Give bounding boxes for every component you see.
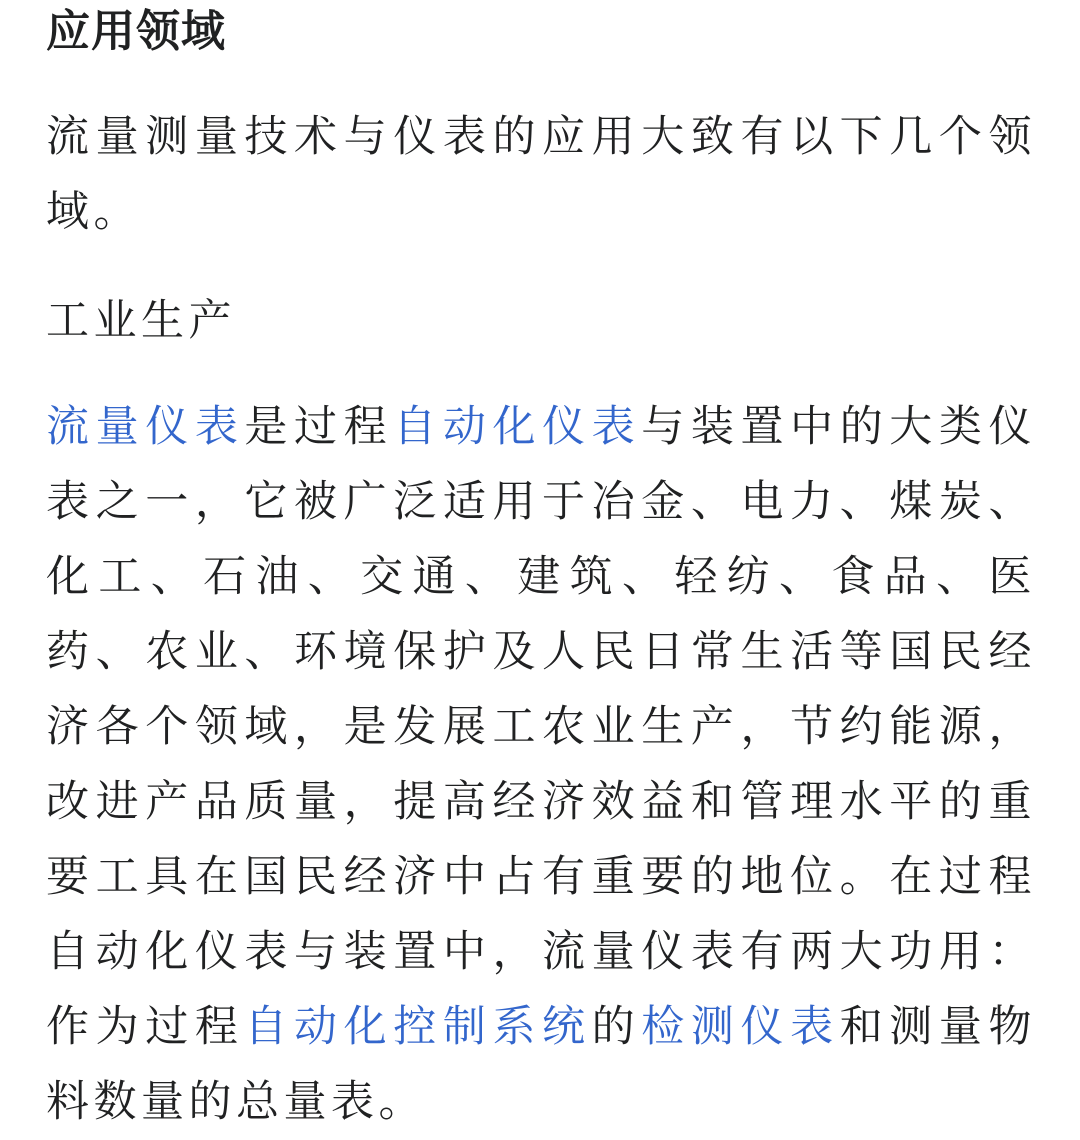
paragraph-text-4: 和测量物料数量的总量表。 xyxy=(46,1002,1037,1127)
paragraph-text-3: 的 xyxy=(591,1002,642,1052)
body-paragraph xyxy=(46,390,1036,1140)
paragraph-text-2: 与装置中的大类仪表之一，它被广泛适用于冶金、电力、煤炭、化工、石油、交通、建筑、轻纺、食品、医药、农业、环境保护及人民日常生活等国民经济各个领域，是发展工农业生产，节约能源，改进产品质量，提高经济效益和管理水平的重要工具在国民经济中占有重要的地位。在过程自动化仪表与装置中，流量仪表有两大功用：作为过程 xyxy=(46,402,1037,1052)
link-automation-control-system[interactable]: 自动化控制系统 xyxy=(244,1002,592,1052)
section-heading: 应用领域 xyxy=(46,6,226,57)
link-flow-meter[interactable]: 流量仪表 xyxy=(46,402,245,452)
intro-paragraph: 流量测量技术与仪表的应用大致有以下几个领域。 xyxy=(46,112,1036,237)
paragraph-text-1: 是过程 xyxy=(244,402,394,452)
subsection-heading: 工业生产 xyxy=(46,296,236,346)
link-automation-instrument[interactable]: 自动化仪表 xyxy=(393,402,642,452)
link-detection-instrument[interactable]: 检测仪表 xyxy=(641,1002,840,1052)
